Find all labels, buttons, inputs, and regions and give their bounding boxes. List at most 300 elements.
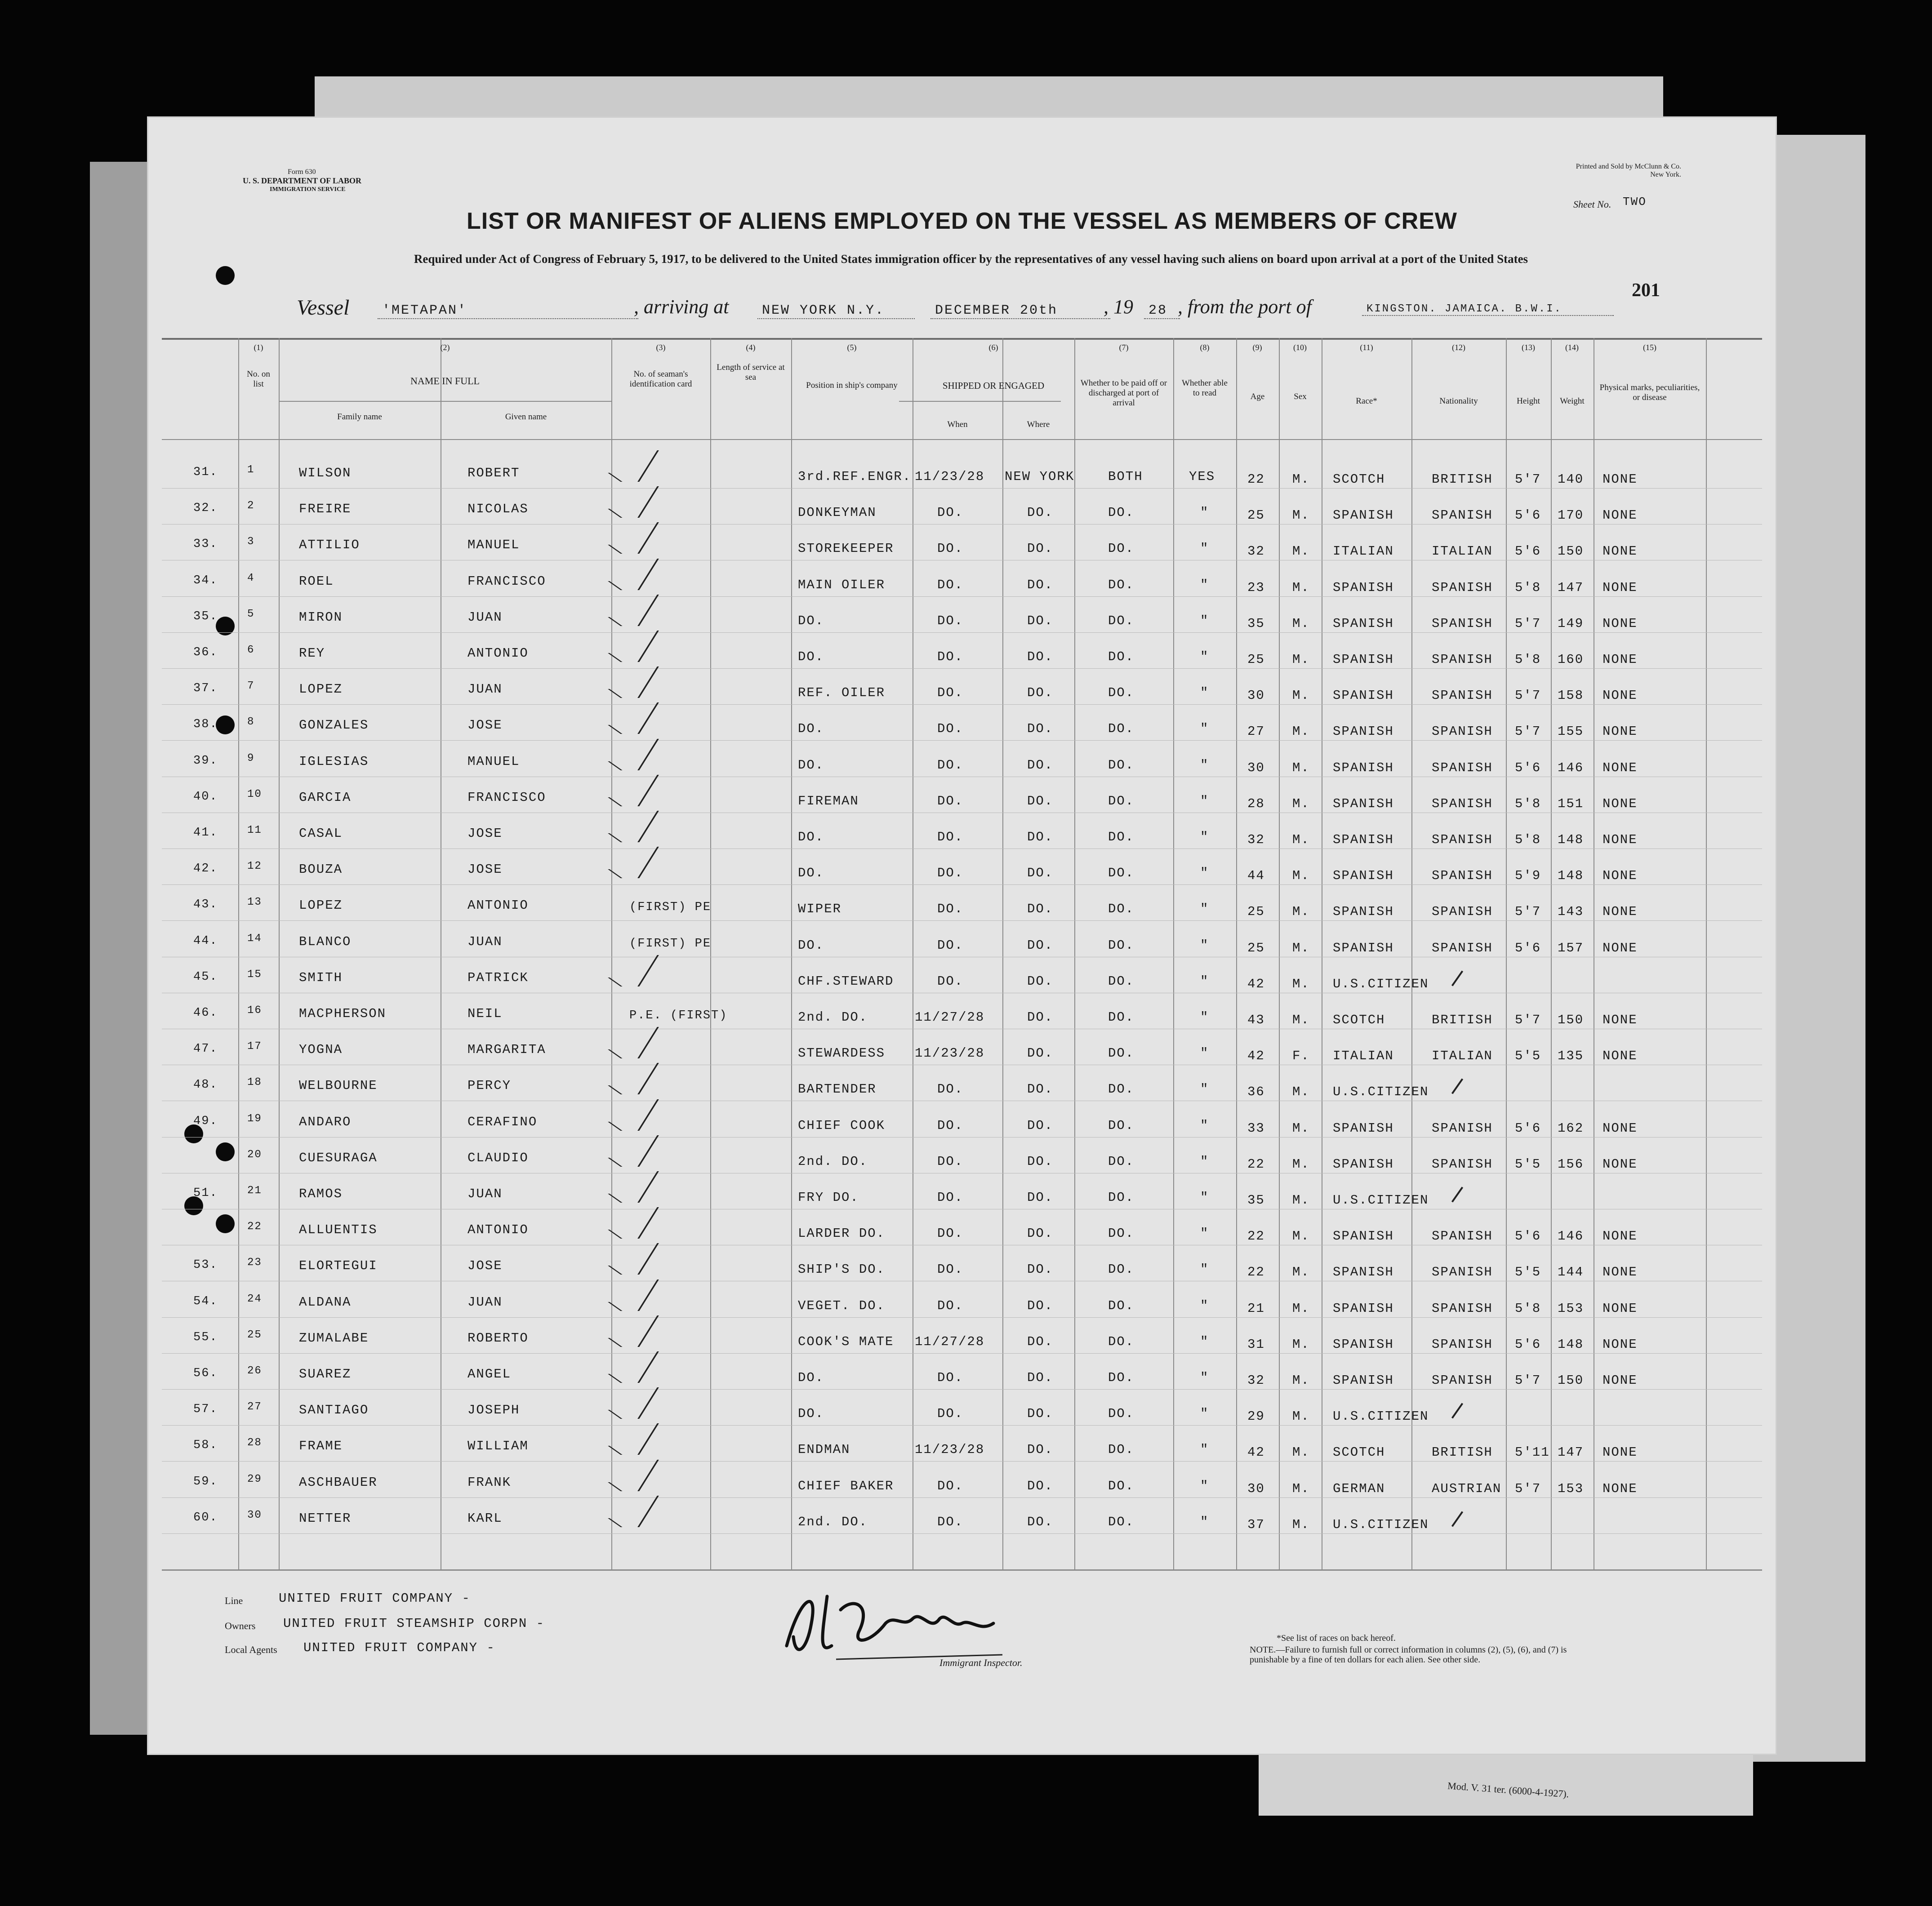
shipped-when: DO. — [937, 541, 964, 556]
weight: 146 — [1558, 760, 1584, 775]
check-mark — [610, 1063, 659, 1094]
nationality: SPANISH — [1432, 724, 1493, 739]
column-header: SHIPPED OR ENGAGED — [942, 380, 1045, 391]
column-number: (13) — [1522, 343, 1535, 352]
paid-off: BOTH — [1108, 469, 1143, 484]
name-subheader-rule — [279, 401, 611, 402]
column-divider — [710, 338, 711, 1569]
failure-note: NOTE.—Failure to furnish full or correct information in columns (2), (5), (6), and (7) is punishable by a fine of ten dollars for each alien. See other side. — [1250, 1645, 1567, 1665]
given-name: FRANK — [467, 1475, 512, 1490]
able-to-read: " — [1200, 721, 1209, 737]
row-rule — [162, 1497, 1762, 1498]
arrival-date: DECEMBER 20th — [930, 303, 1110, 319]
shipped-where: DO. — [1027, 1082, 1054, 1097]
list-number: 20 — [247, 1148, 262, 1161]
list-number: 14 — [247, 932, 262, 945]
nationality: SPANISH — [1432, 1229, 1493, 1244]
sex: M. — [1292, 1517, 1310, 1532]
page-number: 201 — [1632, 280, 1660, 301]
nationality: SPANISH — [1432, 652, 1493, 667]
line-number: 37. — [193, 682, 218, 696]
paid-off: DO. — [1108, 937, 1135, 953]
line-number: 41. — [193, 826, 218, 840]
check-mark — [610, 1280, 659, 1311]
weight: 158 — [1558, 688, 1584, 703]
age: 25 — [1247, 652, 1265, 667]
family-name: ELORTEGUI — [299, 1258, 378, 1274]
column-header: Length of service at sea — [717, 363, 785, 382]
nationality: SPANISH — [1432, 580, 1493, 595]
race: SPANISH — [1333, 1156, 1394, 1172]
position: DO. — [798, 830, 824, 844]
line-value: UNITED FRUIT COMPANY - — [279, 1591, 471, 1606]
paid-off: DO. — [1108, 973, 1135, 989]
column-number: (4) — [746, 343, 756, 352]
age: 30 — [1247, 1481, 1265, 1496]
list-number: 1 — [247, 464, 255, 476]
sex: F. — [1292, 1049, 1310, 1064]
check-mark — [610, 1207, 659, 1239]
given-name: MARGARITA — [467, 1042, 546, 1057]
position: CHF.STEWARD — [798, 973, 894, 989]
shipped-when: DO. — [937, 1298, 964, 1313]
nationality: SPANISH — [1432, 904, 1493, 920]
check-mark — [610, 1496, 659, 1527]
age: 23 — [1247, 580, 1265, 595]
nationality: SPANISH — [1432, 1265, 1493, 1280]
line-number: 59. — [193, 1475, 218, 1488]
able-to-read: " — [1200, 1154, 1209, 1169]
sex: M. — [1292, 472, 1310, 487]
shipped-where: DO. — [1027, 1118, 1054, 1133]
check-mark — [610, 1387, 659, 1419]
position: DO. — [798, 613, 824, 628]
family-name: CASAL — [299, 826, 343, 841]
mod-note: Mod. V. 31 ter. (6000-4-1927). — [1447, 1780, 1570, 1800]
position: WIPER — [798, 902, 842, 917]
height: 5'8 — [1515, 796, 1541, 811]
race: SPANISH — [1333, 1301, 1394, 1316]
column-header: Sex — [1294, 392, 1307, 401]
race: SPANISH — [1333, 1120, 1394, 1136]
line-number: 51. — [193, 1186, 218, 1200]
age: 29 — [1247, 1409, 1265, 1424]
race: SPANISH — [1333, 1265, 1394, 1280]
able-to-read: " — [1200, 1334, 1209, 1349]
race: U.S.CITIZEN — [1333, 1517, 1429, 1532]
owners-label: Owners — [225, 1620, 256, 1631]
column-divider — [611, 338, 612, 1569]
nationality: ITALIAN — [1432, 1049, 1493, 1064]
family-name: ANDARO — [299, 1114, 352, 1129]
race: SCOTCH — [1333, 472, 1385, 487]
check-mark — [610, 666, 659, 698]
shipped-when: DO. — [937, 1370, 964, 1385]
list-number: 18 — [247, 1076, 262, 1089]
able-to-read: " — [1200, 577, 1209, 592]
shipped-when: 11/27/28 — [915, 1010, 985, 1025]
column-number: (7) — [1119, 343, 1129, 352]
given-name: ROBERTO — [467, 1330, 529, 1346]
shipped-where: NEW YORK — [1005, 469, 1075, 484]
line-number: 40. — [193, 790, 218, 804]
age: 22 — [1247, 472, 1265, 487]
check-mark — [610, 1171, 659, 1203]
line-number: 53. — [193, 1258, 218, 1272]
list-number: 13 — [247, 896, 262, 909]
able-to-read: " — [1200, 757, 1209, 773]
list-number: 27 — [247, 1401, 262, 1413]
race: SPANISH — [1333, 580, 1394, 595]
sex: M. — [1292, 1120, 1310, 1136]
paid-off: DO. — [1108, 1046, 1135, 1061]
row-rule — [162, 704, 1762, 705]
line-number: 46. — [193, 1006, 218, 1020]
list-number: 29 — [247, 1473, 262, 1485]
sex: M. — [1292, 544, 1310, 559]
shipped-where: DO. — [1027, 1334, 1054, 1349]
inspector-label: Immigrant Inspector. — [939, 1657, 1023, 1668]
column-divider — [791, 338, 792, 1569]
position: 3rd.REF.ENGR. — [798, 469, 912, 484]
shipped-when: DO. — [937, 613, 964, 628]
physical-marks: NONE — [1603, 688, 1638, 703]
race: SPANISH — [1333, 904, 1394, 920]
race: SCOTCH — [1333, 1013, 1385, 1027]
physical-marks: NONE — [1603, 1337, 1638, 1352]
column-header: Where — [1027, 420, 1050, 429]
shipped-when: DO. — [937, 830, 964, 844]
paid-off: DO. — [1108, 721, 1135, 737]
able-to-read: " — [1200, 937, 1209, 953]
shipped-where: DO. — [1027, 1298, 1054, 1313]
row-rule — [162, 884, 1762, 885]
paid-off: DO. — [1108, 830, 1135, 844]
nationality: BRITISH — [1432, 1013, 1493, 1027]
shipped-when: 11/23/28 — [915, 469, 985, 484]
sex: M. — [1292, 1409, 1310, 1424]
list-number: 10 — [247, 788, 262, 800]
line-number: 60. — [193, 1511, 218, 1524]
line-number: 31. — [193, 466, 218, 479]
shipped-when: DO. — [937, 577, 964, 592]
list-number: 5 — [247, 608, 255, 620]
physical-marks: NONE — [1603, 1156, 1638, 1172]
position: COOK'S MATE — [798, 1334, 894, 1349]
age: 28 — [1247, 796, 1265, 811]
column-number: (8) — [1200, 343, 1210, 352]
column-header: Whether able to read — [1182, 378, 1228, 398]
shipped-where: DO. — [1027, 1262, 1054, 1277]
shipped-when: DO. — [937, 1154, 964, 1169]
line-number: 58. — [193, 1439, 218, 1453]
given-name: ANGEL — [467, 1367, 512, 1382]
shipped-where: DO. — [1027, 1514, 1054, 1529]
shipped-where: DO. — [1027, 830, 1054, 844]
height: 5'9 — [1515, 868, 1541, 884]
shipped-when: DO. — [937, 757, 964, 773]
nationality: SPANISH — [1432, 616, 1493, 631]
weight: 148 — [1558, 832, 1584, 847]
shipped-when: DO. — [937, 505, 964, 520]
nationality: SPANISH — [1432, 1337, 1493, 1352]
weight: 149 — [1558, 616, 1584, 631]
shipped-where: DO. — [1027, 902, 1054, 917]
shipped-when: DO. — [937, 685, 964, 701]
physical-marks: NONE — [1603, 1049, 1638, 1064]
column-divider — [1236, 338, 1237, 1569]
position: VEGET. DO. — [798, 1298, 886, 1313]
age: 32 — [1247, 832, 1265, 847]
able-to-read: " — [1200, 830, 1209, 844]
race: SPANISH — [1333, 508, 1394, 523]
column-number: (1) — [254, 343, 263, 352]
owners-value: UNITED FRUIT STEAMSHIP CORPN - — [283, 1616, 545, 1631]
column-header: Height — [1517, 396, 1540, 406]
race: SPANISH — [1333, 652, 1394, 667]
race: ITALIAN — [1333, 1049, 1394, 1064]
line-number: 35. — [193, 609, 218, 623]
sex: M. — [1292, 1013, 1310, 1027]
manifest-sheet — [148, 118, 1776, 1754]
age: 42 — [1247, 1049, 1265, 1064]
weight: 150 — [1558, 544, 1584, 559]
family-name: ZUMALABE — [299, 1330, 369, 1346]
family-name: REY — [299, 646, 325, 661]
weight: 147 — [1558, 580, 1584, 595]
given-name: JOSE — [467, 1258, 503, 1274]
given-name: MANUEL — [467, 538, 520, 553]
sex: M. — [1292, 976, 1310, 991]
position: REF. OILER — [798, 685, 886, 701]
column-header: Given name — [505, 412, 547, 422]
able-to-read: " — [1200, 613, 1209, 628]
paid-off: DO. — [1108, 1082, 1135, 1097]
position: 2nd. DO. — [798, 1154, 868, 1169]
race: U.S.CITIZEN — [1333, 976, 1429, 991]
height: 5'7 — [1515, 1373, 1541, 1388]
given-name: PATRICK — [467, 970, 529, 985]
page-title: LIST OR MANIFEST OF ALIENS EMPLOYED ON THE VESSEL AS MEMBERS OF CREW — [467, 208, 1457, 234]
age: 32 — [1247, 1373, 1265, 1388]
height: 5'11 — [1515, 1445, 1550, 1460]
shipped-where: DO. — [1027, 757, 1054, 773]
check-mark — [610, 1135, 659, 1167]
agents-label: Local Agents — [225, 1644, 277, 1655]
column-divider — [1279, 338, 1280, 1569]
able-to-read: " — [1200, 1226, 1209, 1241]
row-rule — [162, 740, 1762, 741]
paid-off: DO. — [1108, 1334, 1135, 1349]
given-name: JOSE — [467, 826, 503, 841]
height: 5'6 — [1515, 544, 1541, 559]
table-top-rule — [162, 338, 1762, 340]
position: STEWARDESS — [798, 1046, 886, 1061]
nationality: SPANISH — [1432, 1373, 1493, 1388]
physical-marks: NONE — [1603, 652, 1638, 667]
family-name: LOPEZ — [299, 682, 343, 697]
height: 5'5 — [1515, 1049, 1541, 1064]
able-to-read: " — [1200, 685, 1209, 701]
able-to-read: " — [1200, 866, 1209, 881]
shipped-where: DO. — [1027, 1406, 1054, 1422]
race: ITALIAN — [1333, 544, 1394, 559]
line-number: 45. — [193, 970, 218, 984]
column-header: No. on list — [247, 369, 270, 389]
sheet-label: Sheet No. — [1573, 199, 1611, 210]
check-mark — [610, 1243, 659, 1275]
able-to-read: " — [1200, 1046, 1209, 1061]
age: 22 — [1247, 1265, 1265, 1280]
family-name: FRAME — [299, 1439, 343, 1454]
list-number: 6 — [247, 644, 255, 656]
physical-marks: NONE — [1603, 1265, 1638, 1280]
list-number: 28 — [247, 1437, 262, 1449]
age: 30 — [1247, 688, 1265, 703]
shipped-where: DO. — [1027, 1370, 1054, 1385]
nationality: SPANISH — [1432, 940, 1493, 955]
given-name: ANTONIO — [467, 646, 529, 661]
nationality: SPANISH — [1432, 508, 1493, 523]
column-divider — [1706, 338, 1707, 1569]
shipped-when: DO. — [937, 902, 964, 917]
able-to-read: " — [1200, 793, 1209, 809]
family-name: YOGNA — [299, 1042, 343, 1057]
height: 5'6 — [1515, 508, 1541, 523]
sex: M. — [1292, 1084, 1310, 1100]
check-mark — [610, 739, 659, 770]
height: 5'5 — [1515, 1265, 1541, 1280]
race: SPANISH — [1333, 940, 1394, 955]
list-number: 30 — [247, 1509, 262, 1521]
able-to-read: " — [1200, 973, 1209, 989]
column-header: Nationality — [1439, 396, 1478, 406]
given-name: JUAN — [467, 1186, 503, 1201]
sex: M. — [1292, 1265, 1310, 1280]
nationality: SPANISH — [1432, 1156, 1493, 1172]
paid-off: DO. — [1108, 866, 1135, 881]
row-rule — [162, 488, 1762, 489]
family-name: BLANCO — [299, 934, 352, 949]
line-number: 38. — [193, 718, 218, 732]
weight: 140 — [1558, 472, 1584, 487]
age: 25 — [1247, 904, 1265, 920]
column-number: (10) — [1293, 343, 1307, 352]
age: 25 — [1247, 940, 1265, 955]
vessel-label: Vessel — [297, 296, 350, 320]
race: SPANISH — [1333, 796, 1394, 811]
row-rule — [162, 1533, 1762, 1534]
weight: 157 — [1558, 940, 1584, 955]
race: SPANISH — [1333, 1229, 1394, 1244]
weight: 156 — [1558, 1156, 1584, 1172]
position: DO. — [798, 1370, 824, 1385]
physical-marks: NONE — [1603, 1373, 1638, 1388]
check-mark — [610, 450, 659, 482]
family-name: SUAREZ — [299, 1367, 352, 1382]
height: 5'5 — [1515, 1156, 1541, 1172]
shipped-where: DO. — [1027, 1190, 1054, 1205]
shipped-when: DO. — [937, 1406, 964, 1422]
paid-off: DO. — [1108, 757, 1135, 773]
physical-marks: NONE — [1603, 1301, 1638, 1316]
list-number: 7 — [247, 680, 255, 693]
given-name: FRANCISCO — [467, 573, 546, 589]
column-header: Age — [1250, 392, 1265, 401]
age: 22 — [1247, 1156, 1265, 1172]
sex: M. — [1292, 760, 1310, 775]
line-number: 47. — [193, 1042, 218, 1056]
height: 5'8 — [1515, 832, 1541, 847]
row-rule — [162, 1389, 1762, 1390]
paid-off: DO. — [1108, 1370, 1135, 1385]
check-mark — [610, 702, 659, 734]
position: ENDMAN — [798, 1442, 850, 1457]
column-header: NAME IN FULL — [410, 375, 480, 387]
line-number: 48. — [193, 1078, 218, 1092]
position: DO. — [798, 937, 824, 953]
nationality: SPANISH — [1432, 796, 1493, 811]
sex: M. — [1292, 616, 1310, 631]
shipped-when: DO. — [937, 649, 964, 664]
sex: M. — [1292, 1156, 1310, 1172]
shipped-when: DO. — [937, 1082, 964, 1097]
paid-off: DO. — [1108, 1262, 1135, 1277]
arrival-port: NEW YORK N.Y. — [757, 303, 915, 319]
able-to-read: " — [1200, 649, 1209, 664]
height: 5'7 — [1515, 616, 1541, 631]
list-number: 25 — [247, 1328, 262, 1341]
age: 32 — [1247, 544, 1265, 559]
vessel-name: 'METAPAN' — [378, 303, 638, 319]
weight: 162 — [1558, 1120, 1584, 1136]
sex: M. — [1292, 652, 1310, 667]
position: STOREKEEPER — [798, 541, 894, 556]
citizen-check-mark — [1451, 1079, 1463, 1094]
column-divider — [238, 338, 239, 1569]
given-name: JUAN — [467, 609, 503, 625]
age: 37 — [1247, 1517, 1265, 1532]
check-mark — [610, 631, 659, 662]
check-mark — [610, 847, 659, 878]
family-name: GARCIA — [299, 790, 352, 805]
column-header: Whether to be paid off or discharged at port of arrival — [1080, 378, 1167, 408]
race: SPANISH — [1333, 616, 1394, 631]
column-number: (6) — [988, 343, 998, 352]
column-divider — [1002, 338, 1003, 1569]
able-to-read: " — [1200, 541, 1209, 556]
weight: 150 — [1558, 1013, 1584, 1027]
sex: M. — [1292, 1337, 1310, 1352]
weight: 153 — [1558, 1301, 1584, 1316]
given-name: FRANCISCO — [467, 790, 546, 805]
check-mark — [610, 775, 659, 806]
position: DO. — [798, 757, 824, 773]
weight: 155 — [1558, 724, 1584, 739]
column-divider — [1173, 338, 1174, 1569]
age: 42 — [1247, 1445, 1265, 1460]
able-to-read: " — [1200, 1514, 1209, 1529]
age: 36 — [1247, 1084, 1265, 1100]
check-mark — [610, 1099, 659, 1131]
column-header: Family name — [337, 412, 382, 422]
shipped-subheader-rule — [899, 401, 1061, 402]
list-number: 24 — [247, 1293, 262, 1305]
line-number: 56. — [193, 1367, 218, 1380]
check-mark — [610, 595, 659, 626]
check-mark — [610, 1315, 659, 1347]
age: 22 — [1247, 1229, 1265, 1244]
